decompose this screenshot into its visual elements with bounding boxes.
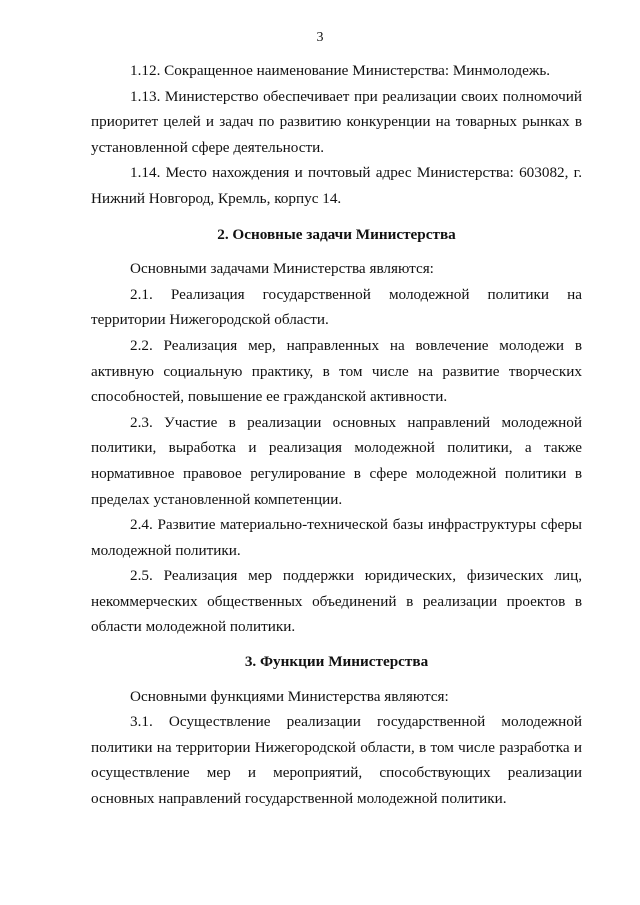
paragraph-1-13: 1.13. Министерство обеспечивает при реализации своих полномочий приоритет целей и задач по развитию конкуренции на товарных рынках в установленной сфере деятельности. (91, 87, 582, 156)
paragraph-2-3: 2.3. Участие в реализации основных направлений молодежной политики, выработка и реализация молодежной политики, а также нормативное правовое регулирование в сфере молодежной политики в пределах установленной компетенции. (91, 413, 582, 508)
section-2-intro: Основными задачами Министерства являются: (130, 260, 434, 278)
section-3-intro: Основными функциями Министерства являются: (130, 687, 449, 705)
paragraph-3-1: 3.1. Осуществление реализации государственной молодежной политики на территории Нижегородской области, в том числе разработка и осуществление мер и мероприятий, способствующих реализации основных направлений государственной молодежной политики. (91, 713, 582, 808)
paragraph-2-2: 2.2. Реализация мер, направленных на вовлечение молодежи в активную социальную практику, в том числе на развитие творческих способностей, повышение ее гражданской активности. (91, 336, 582, 406)
page-number: 3 (316, 30, 324, 45)
section-3-heading: 3. Функции Министерства (244, 653, 429, 671)
paragraph-1-12: 1.12. Сокращенное наименование Министерства: Минмолодежь. (130, 62, 551, 79)
paragraph-2-4: 2.4. Развитие материально-технической базы инфраструктуры сферы молодежной политики. (91, 516, 582, 559)
paragraph-1-14: 1.14. Место нахождения и почтовый адрес Министерства: 603082, г. Нижний Новгород, Кремль, корпус 14. (91, 164, 582, 207)
section-2-heading: 2. Основные задачи Министерства (217, 225, 456, 243)
paragraph-2-5: 2.5. Реализация мер поддержки юридических, физических лиц, некоммерческих общественных объединений в реализации проектов в области молодежной политики. (91, 567, 582, 636)
paragraph-2-1: 2.1. Реализация государственной молодежной политики на территории Нижегородской области. (91, 285, 582, 329)
document-body (91, 58, 582, 812)
